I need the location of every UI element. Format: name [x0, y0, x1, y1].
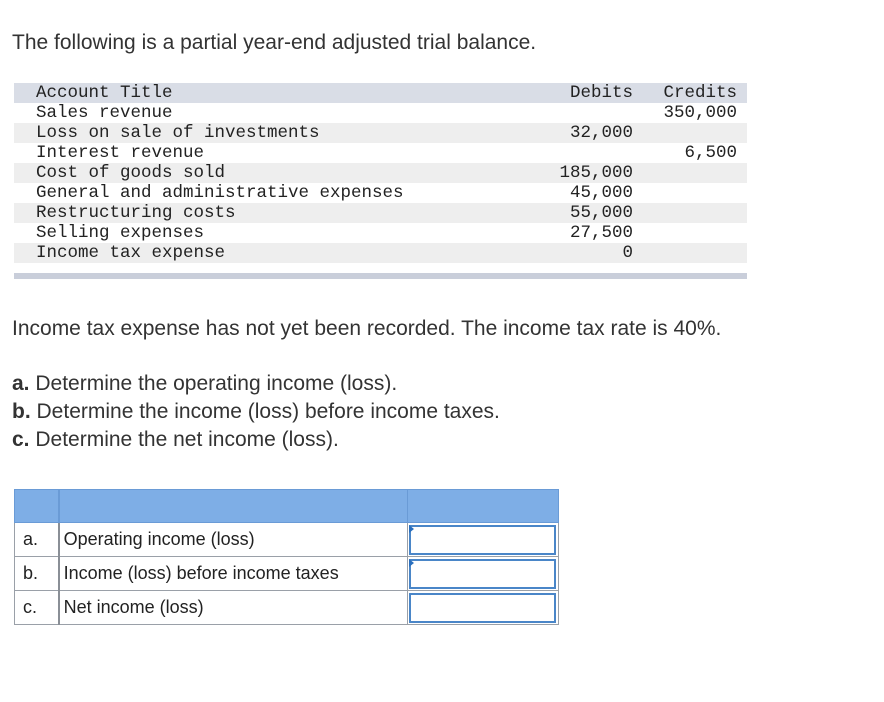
credits-header: Credits — [663, 83, 737, 103]
answer-label: Net income (loss) — [59, 591, 408, 625]
table-row — [14, 183, 747, 203]
intro-text: The following is a partial year-end adjusted trial balance. — [12, 31, 537, 54]
answer-letter: a. — [15, 523, 59, 557]
account-title: Income tax expense — [36, 243, 226, 263]
account-title: Interest revenue — [36, 143, 205, 163]
income-before-taxes-input[interactable] — [409, 559, 556, 589]
debits-header: Debits — [570, 83, 634, 103]
credit-value: 6,500 — [684, 143, 737, 163]
answer-header-cell — [59, 490, 408, 523]
answer-row-a — [15, 523, 559, 557]
trial-balance-footer-bar — [14, 273, 747, 279]
debit-value: 45,000 — [570, 183, 634, 203]
answer-input-cell — [407, 557, 558, 591]
debit-value — [522, 103, 635, 123]
debit-value — [522, 143, 635, 163]
answer-header-cell — [15, 490, 59, 523]
table-row — [14, 103, 747, 123]
debit-value: 185,000 — [559, 163, 634, 183]
answer-input-cell — [407, 523, 558, 557]
account-title-header: Account Title — [36, 83, 173, 103]
credit-value — [635, 123, 747, 143]
operating-income-input[interactable] — [409, 525, 556, 555]
answer-header-row — [15, 490, 559, 523]
account-title: Sales revenue — [36, 103, 173, 123]
question-label: a. — [12, 372, 30, 395]
answer-row-b — [15, 557, 559, 591]
credit-value — [635, 223, 747, 243]
table-row — [14, 223, 747, 243]
answer-letter: b. — [15, 557, 59, 591]
debit-value: 0 — [622, 243, 634, 263]
trial-balance-header-row — [14, 83, 747, 103]
tax-note: Income tax expense has not yet been recorded. The income tax rate is 40%. — [12, 317, 722, 340]
table-row — [14, 203, 747, 223]
question-text: Determine the operating income (loss). — [35, 372, 398, 395]
answer-header-cell — [407, 490, 558, 523]
table-row — [14, 143, 747, 163]
credit-value: 350,000 — [663, 103, 737, 123]
question-label: c. — [12, 428, 30, 451]
question-text: Determine the income (loss) before income taxes. — [36, 400, 500, 423]
credit-value — [635, 163, 747, 183]
account-title: Loss on sale of investments — [36, 123, 320, 143]
account-title: Restructuring costs — [36, 203, 236, 223]
answer-table — [14, 489, 559, 625]
question-c — [12, 426, 500, 454]
answer-input-cell — [407, 591, 558, 625]
question-b — [12, 398, 500, 426]
question-text: Determine the net income (loss). — [35, 428, 339, 451]
question-a — [12, 370, 500, 398]
credit-value — [635, 183, 747, 203]
table-row — [14, 243, 747, 263]
credit-value — [635, 243, 747, 263]
input-marker-icon — [409, 559, 414, 567]
account-title: Selling expenses — [36, 223, 205, 243]
trial-balance-table — [14, 83, 747, 263]
account-title: Cost of goods sold — [36, 163, 226, 183]
answer-label: Operating income (loss) — [59, 523, 408, 557]
answer-row-c — [15, 591, 559, 625]
debit-value: 32,000 — [570, 123, 634, 143]
question-label: b. — [12, 400, 31, 423]
answer-label: Income (loss) before income taxes — [59, 557, 408, 591]
debit-value: 27,500 — [570, 223, 634, 243]
credit-value — [635, 203, 747, 223]
answer-letter: c. — [15, 591, 59, 625]
account-title: General and administrative expenses — [36, 183, 404, 203]
input-marker-icon — [409, 525, 414, 533]
debit-value: 55,000 — [570, 203, 634, 223]
table-row — [14, 123, 747, 143]
net-income-input[interactable] — [409, 593, 556, 623]
table-row — [14, 163, 747, 183]
question-list — [12, 370, 500, 454]
